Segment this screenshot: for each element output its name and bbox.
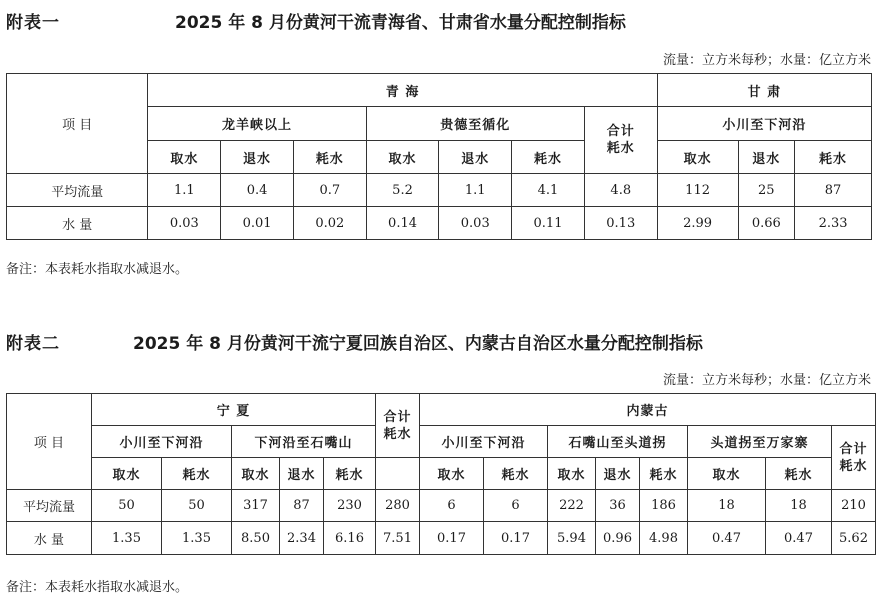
- annex1-group-qinghai: 青 海: [148, 74, 657, 107]
- data-cell: 0.03: [148, 207, 221, 240]
- data-cell: 0.96: [596, 522, 640, 555]
- annex2-reach-3: 小川至下河沿: [420, 426, 548, 458]
- annex1-col-header: 退水: [439, 141, 512, 174]
- annex2-reach-5: 头道拐至万家寨: [688, 426, 832, 458]
- annex1-col-header: 取水: [366, 141, 439, 174]
- annex2-col-header: 取水: [548, 458, 596, 490]
- data-cell: 0.02: [293, 207, 366, 240]
- data-cell: 50: [92, 490, 162, 522]
- data-cell: 1.1: [148, 174, 221, 207]
- data-cell: 50: [162, 490, 232, 522]
- data-cell: 87: [795, 174, 872, 207]
- data-cell: 0.11: [512, 207, 585, 240]
- data-cell: 4.98: [640, 522, 688, 555]
- data-cell: 36: [596, 490, 640, 522]
- annex2-unit-note: 流量：立方米每秒；水量：亿立方米: [662, 373, 871, 388]
- data-cell: 317: [232, 490, 280, 522]
- data-cell: 6: [420, 490, 484, 522]
- annex2-label: 附表二: [6, 334, 60, 354]
- annex2-group-neimenggu: 内蒙古: [420, 394, 876, 426]
- annex1-col-header: 耗水: [795, 141, 872, 174]
- data-cell: 280: [376, 490, 420, 522]
- row-label: 平均流量: [7, 490, 92, 522]
- data-cell: 0.01: [221, 207, 294, 240]
- data-cell: 2.33: [795, 207, 872, 240]
- annex2-item-header: 项 目: [7, 394, 92, 490]
- data-cell: 8.50: [232, 522, 280, 555]
- data-cell: 186: [640, 490, 688, 522]
- data-cell: 4.1: [512, 174, 585, 207]
- annex2-col-header: 取水: [420, 458, 484, 490]
- annex2-reach-2: 下河沿至石嘴山: [232, 426, 376, 458]
- data-cell: 18: [766, 490, 832, 522]
- annex2-col-header: 取水: [232, 458, 280, 490]
- data-cell: 0.17: [420, 522, 484, 555]
- data-cell: 1.35: [162, 522, 232, 555]
- annex1-reach-1: 龙羊峡以上: [148, 107, 366, 141]
- annex2-col-header: 耗水: [162, 458, 232, 490]
- annex1-col-header: 取水: [148, 141, 221, 174]
- annex1-col-header: 取水: [657, 141, 738, 174]
- data-cell: 2.99: [657, 207, 738, 240]
- data-cell: 0.03: [439, 207, 512, 240]
- data-cell: 7.51: [376, 522, 420, 555]
- data-cell: 210: [832, 490, 876, 522]
- annex1-col-header: 退水: [221, 141, 294, 174]
- annex1-total-consumption: 合计耗水: [584, 107, 657, 174]
- table-row: [7, 490, 876, 522]
- data-cell: 230: [324, 490, 376, 522]
- data-cell: 222: [548, 490, 596, 522]
- annex1-label: 附表一: [6, 13, 60, 33]
- annex2-footnote: 备注：本表耗水指取水减退水。: [6, 580, 189, 595]
- annex2-total-consumption-neimenggu: 合计耗水: [832, 426, 876, 490]
- data-cell: 5.62: [832, 522, 876, 555]
- annex2-col-header: 取水: [92, 458, 162, 490]
- annex2-col-header: 退水: [280, 458, 324, 490]
- annex1-col-header: 退水: [738, 141, 795, 174]
- data-cell: 5.94: [548, 522, 596, 555]
- table-row: [7, 522, 876, 555]
- row-label: 平均流量: [7, 174, 148, 207]
- annex2-title: 2025 年 8 月份黄河干流宁夏回族自治区、内蒙古自治区水量分配控制指标: [133, 334, 703, 354]
- data-cell: 0.7: [293, 174, 366, 207]
- annex1-col-header: 耗水: [293, 141, 366, 174]
- data-cell: 18: [688, 490, 766, 522]
- annex1-title: 2025 年 8 月份黄河干流青海省、甘肃省水量分配控制指标: [175, 13, 626, 33]
- annex2-col-header: 耗水: [640, 458, 688, 490]
- annex2-col-header: 耗水: [484, 458, 548, 490]
- annex2-col-header: 退水: [596, 458, 640, 490]
- data-cell: 1.1: [439, 174, 512, 207]
- annex2-col-header: 取水: [688, 458, 766, 490]
- annex2-reach-4: 石嘴山至头道拐: [548, 426, 688, 458]
- row-label: 水 量: [7, 207, 148, 240]
- data-cell: 0.4: [221, 174, 294, 207]
- row-label: 水 量: [7, 522, 92, 555]
- data-cell: 6.16: [324, 522, 376, 555]
- data-cell: 0.17: [484, 522, 548, 555]
- annex2-col-header: 耗水: [324, 458, 376, 490]
- annex2-col-header-blank: [376, 458, 420, 490]
- data-cell: 112: [657, 174, 738, 207]
- data-cell: 25: [738, 174, 795, 207]
- annex2-group-ningxia: 宁 夏: [92, 394, 376, 426]
- data-cell: 1.35: [92, 522, 162, 555]
- data-cell: 2.34: [280, 522, 324, 555]
- annex1-col-header: 耗水: [512, 141, 585, 174]
- data-cell: 6: [484, 490, 548, 522]
- annex2-table: [6, 393, 876, 555]
- data-cell: 0.47: [688, 522, 766, 555]
- data-cell: 0.14: [366, 207, 439, 240]
- annex1-group-gansu: 甘 肃: [657, 74, 871, 107]
- annex1-reach-3: 小川至下河沿: [657, 107, 871, 141]
- annex2-total-consumption-ningxia: 合计耗水: [376, 394, 420, 458]
- annex2-reach-1: 小川至下河沿: [92, 426, 232, 458]
- data-cell: 5.2: [366, 174, 439, 207]
- annex1-reach-2: 贵德至循化: [366, 107, 584, 141]
- annex2-col-header: 耗水: [766, 458, 832, 490]
- annex1-unit-note: 流量：立方米每秒；水量：亿立方米: [662, 53, 871, 68]
- data-cell: 87: [280, 490, 324, 522]
- data-cell: 0.47: [766, 522, 832, 555]
- table-row: [7, 207, 872, 240]
- data-cell: 4.8: [584, 174, 657, 207]
- table-row: [7, 174, 872, 207]
- annex1-table: [6, 73, 872, 240]
- annex1-footnote: 备注：本表耗水指取水减退水。: [6, 262, 189, 277]
- data-cell: 0.13: [584, 207, 657, 240]
- data-cell: 0.66: [738, 207, 795, 240]
- annex1-item-header: 项 目: [7, 74, 148, 174]
